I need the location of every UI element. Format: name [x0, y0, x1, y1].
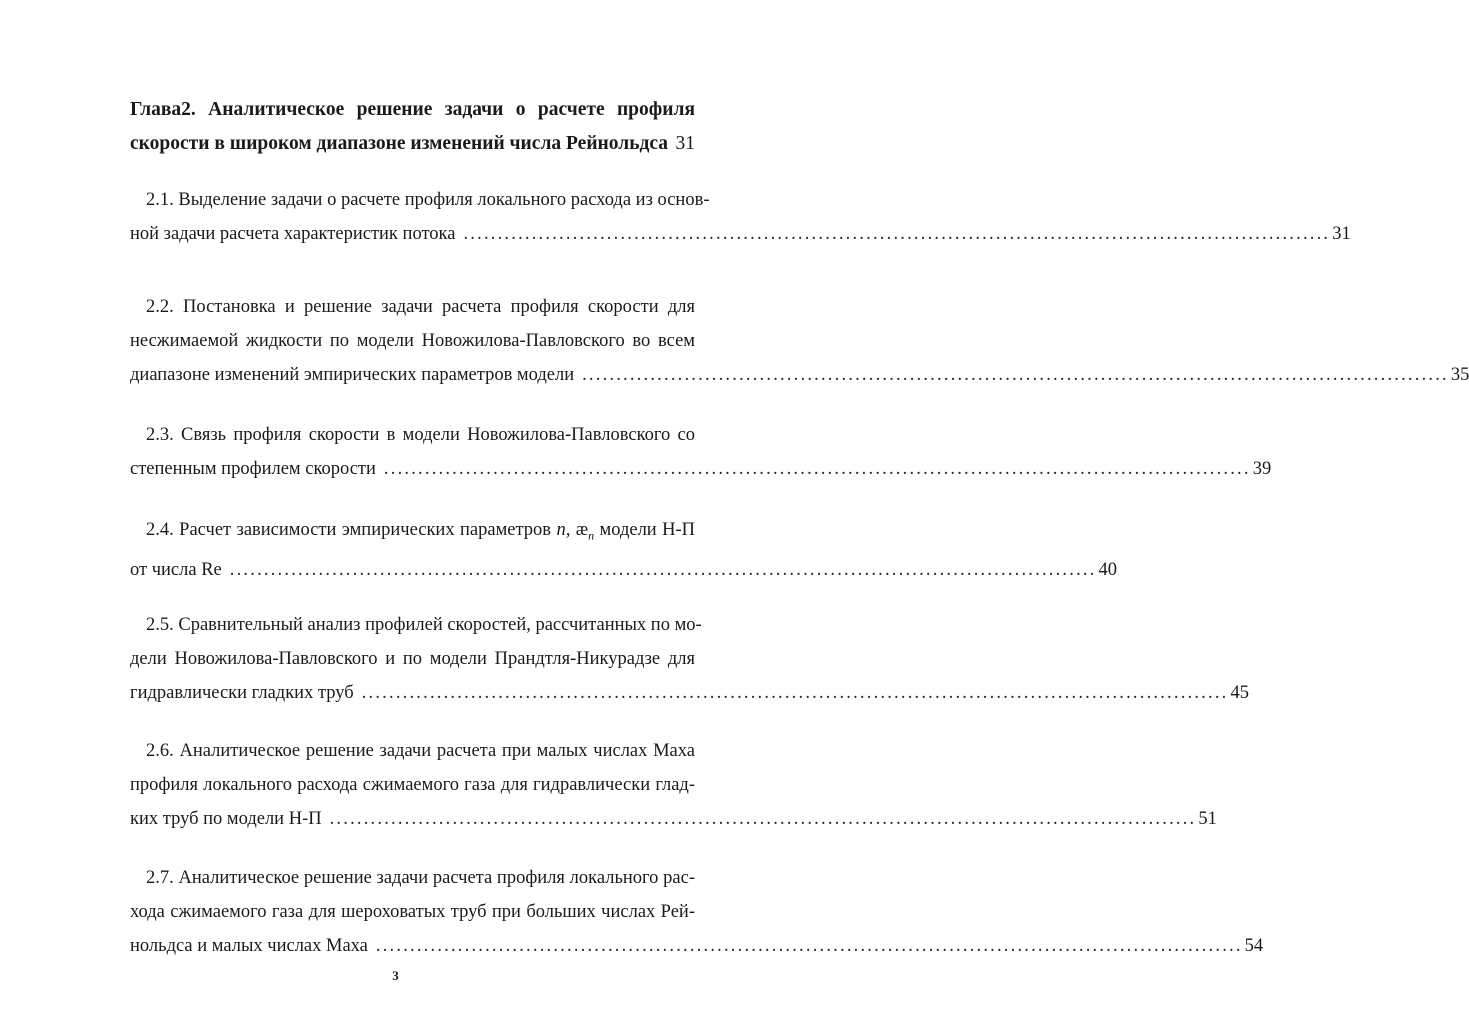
toc-entry-last-line	[130, 553, 1118, 587]
toc-entry-line: 2.6. Аналитическое решение задачи расчета при малых числах Маха	[146, 741, 695, 761]
chapter-heading-line-2	[130, 127, 695, 161]
dot-leader: ...............................................................................................................................	[329, 809, 1197, 829]
toc-entry-page: 51	[1198, 809, 1217, 829]
toc-entry-last-line	[130, 217, 1351, 251]
toc-entry-last-text: нольдса и малых числах Маха	[130, 936, 368, 956]
toc-entry-line: 2.5. Сравнительный анализ профилей скоростей, рассчитанных по мо-	[146, 615, 702, 635]
chapter-heading	[130, 93, 695, 161]
dot-leader: ...............................................................................................................................	[375, 936, 1243, 956]
toc-entry-line	[130, 513, 695, 553]
toc-entry-2-4	[130, 513, 1118, 587]
toc-entry-2-7	[130, 861, 1264, 963]
toc-entry-line-suffix: модели Н-П	[599, 520, 696, 540]
page-number: 3	[392, 968, 399, 983]
toc-entry-last-line	[130, 452, 1272, 486]
toc-entry-last-line	[130, 676, 1249, 710]
toc-entry-page: 35	[1450, 365, 1469, 385]
toc-entry-line: хода сжимаемого газа для шероховатых труб при больших числах Рей-	[130, 902, 695, 922]
toc-entry-line: 2.3. Связь профиля скорости в модели Новожилова-Павловского со	[146, 425, 695, 445]
toc-entry-last-text: гидравлически гладких труб	[130, 683, 354, 703]
math-symbol-n: n,	[556, 520, 571, 540]
toc-entry-line: 2.7. Аналитическое решение задачи расчета профиля локального рас-	[146, 868, 695, 888]
toc-entry-line: дели Новожилова-Павловского и по модели Прандтля-Никурадзе для	[130, 649, 695, 669]
chapter-heading-line-2-text: скорости в широком диапазоне изменений числа Рейнольдса	[130, 133, 669, 154]
dot-leader: ...............................................................................................................................	[229, 559, 1097, 580]
dot-leader: ...............................................................................................................................	[582, 365, 1449, 385]
toc-entry-page: 40	[1098, 559, 1118, 580]
chapter-heading-line-1: Глава2. Аналитическое решение задачи о расчете профиля	[130, 99, 695, 120]
dot-leader: ...............................................................................................................................	[361, 683, 1229, 703]
toc-entry-2-5	[130, 608, 1249, 710]
toc-entry-line: несжимаемой жидкости по модели Новожилова-Павловского во всем	[130, 331, 695, 351]
dot-leader: ...............................................................................................................................	[383, 459, 1251, 479]
toc-entry-line: 2.2. Постановка и решение задачи расчета профиля скорости для	[146, 297, 695, 317]
toc-entry-last-text: степенным профилем скорости	[130, 459, 376, 479]
toc-entry-line: 2.1. Выделение задачи о расчете профиля локального расхода из основ-	[146, 190, 710, 210]
math-symbol-ae: $æ_n$	[575, 520, 595, 543]
toc-entry-page: 31	[1332, 224, 1351, 244]
toc-entry-last-text: диапазоне изменений эмпирических параметров модели	[130, 365, 575, 385]
dot-leader: ...............................................................................................................................	[463, 224, 1331, 244]
toc-entry-line: профиля локального расхода сжимаемого газа для гидравлически глад-	[130, 775, 695, 795]
toc-entry-2-1	[130, 183, 1351, 251]
toc-entry-page: 45	[1230, 683, 1249, 703]
chapter-page-number: 31	[675, 133, 695, 154]
toc-entry-last-line	[130, 802, 1217, 836]
toc-entry-last-text: от числа Re	[130, 559, 222, 580]
toc-entry-last-line	[130, 358, 1469, 392]
toc-entry-last-text: ких труб по модели Н-П	[130, 809, 322, 829]
toc-entry-last-line	[130, 929, 1264, 963]
toc-entry-line-prefix: 2.4. Расчет зависимости эмпирических параметров	[146, 520, 552, 540]
toc-entry-2-6	[130, 734, 1217, 836]
toc-entry-2-3	[130, 418, 1272, 486]
toc-entry-last-text: ной задачи расчета характеристик потока	[130, 224, 456, 244]
toc-entry-page: 54	[1244, 936, 1264, 956]
toc-entry-page: 39	[1252, 459, 1272, 479]
toc-entry-2-2	[130, 290, 1469, 392]
